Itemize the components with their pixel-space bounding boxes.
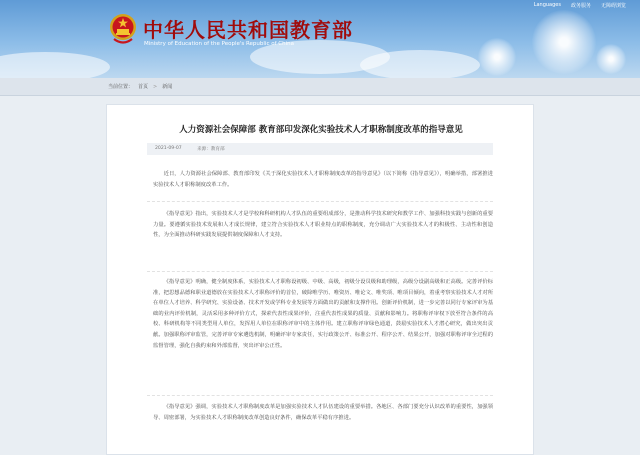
article-paragraph: 《指导意见》明确，健全制度体系，实验技术人才职称设初级、中级、高级，初级分设员级和助理级，高级分设副高级和正高级。完善评价标准，把思想品德和职业道德放在实验技术人才职称评价的首位，破除唯学历、唯资历、唯论文、唯奖项、唯项目倾向，着重考察实验技术人才对所在单位人才培养、科学研究、实验设备、技术开发或学科专业发展等方面做出的贡献和支撑作用。创新评价机制，进一步完善以同行专家评审为基础的业内评价机制，灵活采用多种评价方式，探索代表性成果评价，注重代表性成果的质量、贡献和影响力。将职称评审权下放至符合条件的高校、科研机构等不同类型用人单位，发挥用人单位在职称评审中的主体作用。建立职称评审绿色通道，鼓励实验技术人才潜心研究，做出突出贡献。加强职称评审监管，完善评审专家遴选机制，明确评审专家责任，实行政策公开、标准公开、程序公开、结果公开，加强对职称评审全过程的监督管理，强化自我约束和外部监督，突出评审公正性。	[153, 279, 493, 349]
languages-link[interactable]: Languages	[533, 2, 561, 8]
article-source: 来源：教育部	[197, 147, 225, 152]
breadcrumb-home-link[interactable]: 首页	[138, 84, 149, 90]
article-panel	[106, 104, 534, 455]
article-paragraph: 《指导意见》强调，实验技术人才职称制度改革是加强实验技术人才队伍建设的重要举措。各地区、各部门要充分认识改革的重要性，加强领导、周密部署，为实验技术人才职称制度改革创造良好条件，确保改革平稳有序推进。	[153, 404, 493, 421]
paragraph-divider	[147, 395, 493, 396]
dandelion-decoration	[478, 38, 516, 76]
breadcrumb-label: 当前位置：	[108, 84, 134, 90]
article-title: 人力资源社会保障部 教育部印发深化实验技术人才职称制度改革的指导意见	[179, 125, 463, 135]
dandelion-decoration	[532, 10, 596, 74]
gov-services-link[interactable]: 政务服务	[570, 3, 591, 9]
accessibility-link[interactable]: 无障碍浏览	[600, 3, 626, 9]
paragraph-divider	[147, 271, 493, 272]
breadcrumb-news-link[interactable]: 新闻	[162, 84, 173, 90]
national-emblem-icon[interactable]	[108, 12, 138, 46]
banner-cloud	[360, 50, 480, 78]
site-title[interactable]: 中华人民共和国教育部	[143, 18, 353, 42]
paragraph-divider	[147, 201, 493, 202]
site-subtitle: Ministry of Education of the People's Republic of China	[144, 41, 294, 47]
banner-cloud	[0, 52, 110, 78]
site-banner	[0, 0, 640, 78]
top-links	[534, 2, 626, 9]
article-paragraph: 《指导意见》指出，实验技术人才是学校和科研机构人才队伍的重要组成部分，是推动科学技术研究和教学工作、加强科技实践与创新的重要力量。要遵循实验技术发展和人才成长规律，建立符合实验技术人才职业特点的职称制度，充分调动广大实验技术人才的积极性、主动性和创造性，为全面推动科研实践发展提供制度保障和人才支持。	[153, 211, 493, 239]
dandelion-decoration	[596, 44, 626, 74]
breadcrumb-separator-icon: >	[153, 83, 158, 90]
article-date: 2021-09-07	[155, 146, 182, 151]
article-meta	[147, 143, 493, 155]
breadcrumb-bar	[0, 78, 640, 96]
article-paragraph: 近日，人力资源社会保障部、教育部印发《关于深化实验技术人才职称制度改革的指导意见》（以下简称《指导意见》），明确举措，部署推进实验技术人才职称制度改革工作。	[153, 171, 493, 188]
breadcrumb	[108, 83, 172, 90]
